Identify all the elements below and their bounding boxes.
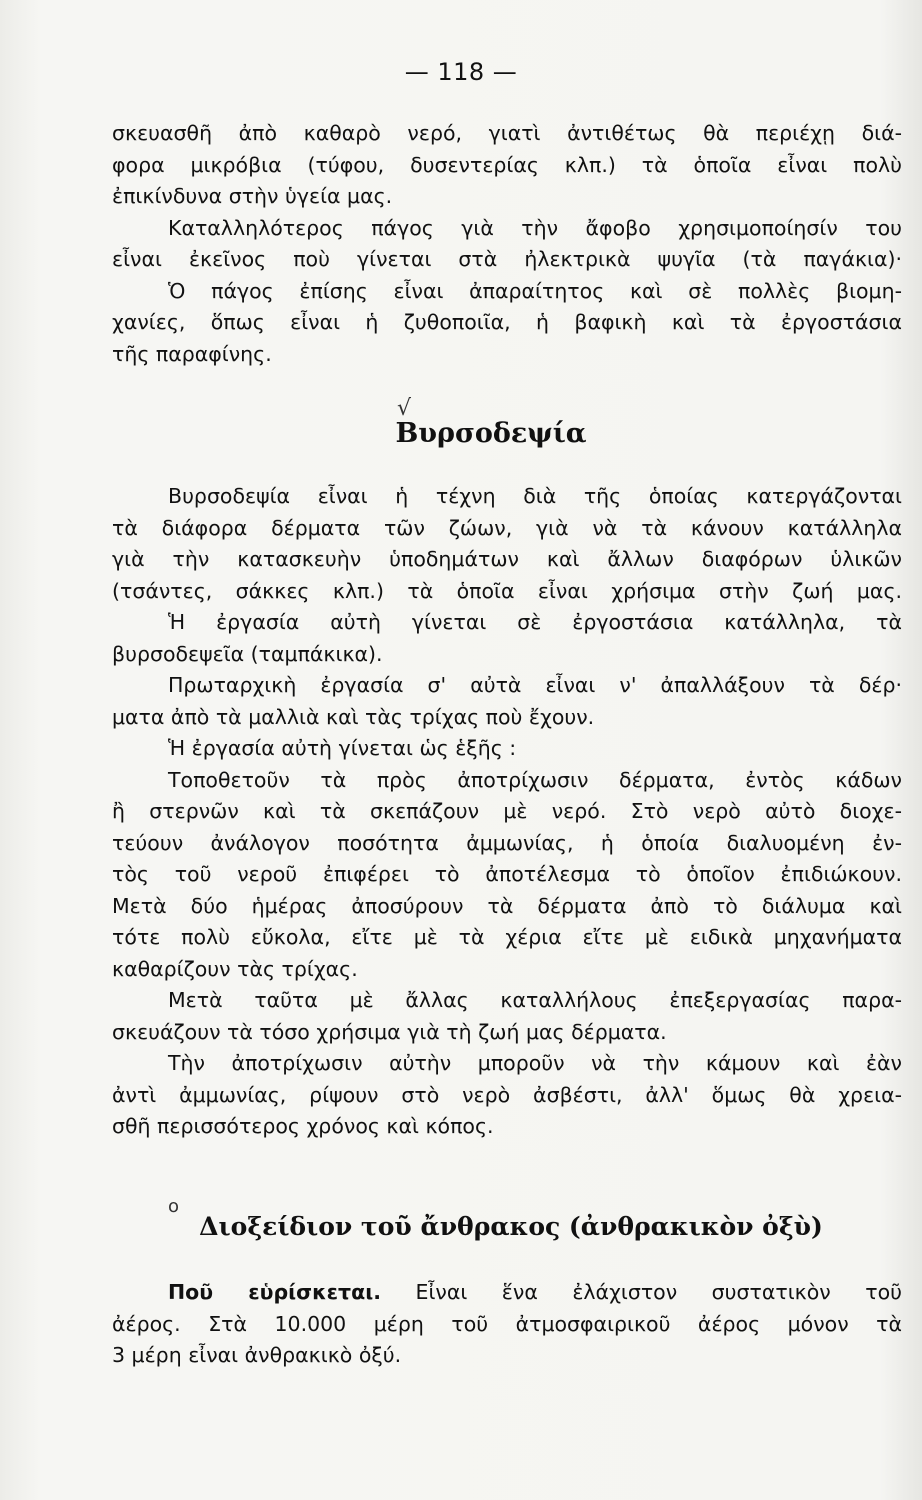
text-line: φορα μικρόβια (τύφου, δυσεντερίας κλπ.) τὰ ὁποῖα εἶναι πολὺ bbox=[112, 152, 902, 177]
text-line: τὰ διάφορα δέρματα τῶν ζώων, γιὰ νὰ τὰ κάνουν κατάλληλα bbox=[112, 515, 902, 540]
text-line: εἶναι ἐκεῖνος ποὺ γίνεται στὰ ἠλεκτρικὰ ψυγῖα (τὰ παγάκια)· bbox=[112, 247, 902, 271]
text-line: τῆς παραφίνης. bbox=[112, 341, 272, 366]
text-line: ματα ἀπὸ τὰ μαλλιὰ καὶ τὰς τρίχας ποὺ ἔχουν. bbox=[112, 704, 595, 729]
text-line: ἀέρος. Στὰ 10.000 μέρη τοῦ ἀτμοσφαιρικοῦ ἀέρος μόνον τὰ bbox=[112, 1311, 902, 1336]
text-line: τότε πολὺ εὔκολα, εἴτε μὲ τὰ χέρια εἴτε μὲ ειδικὰ μηχανήματα bbox=[112, 925, 902, 949]
text-line: Ἡ ἐργασία αὐτὴ γίνεται ὡς ἑξῆς : bbox=[168, 736, 517, 760]
text-line bbox=[112, 1277, 902, 1309]
text-line: ἐπικίνδυνα στὴν ὑγεία μας. bbox=[112, 184, 393, 208]
text-line: ἢ στερνῶν καὶ τὰ σκεπάζουν μὲ νερό. Στὸ νερὸ αὐτὸ διοχε- bbox=[112, 799, 902, 823]
text-line: τὸς τοῦ νεροῦ ἐπιφέρει τὸ ἀποτέλεσμα τὸ ὁποῖον ἐπιδιώκουν. bbox=[112, 862, 902, 886]
text-line: βυρσοδεψεῖα (ταμπάκικα). bbox=[112, 641, 383, 666]
section-heading-carbon-dioxide: Διοξείδιον τοῦ ἄνθρακος (ἀνθρακικὸν ὀξὺ) bbox=[199, 1212, 823, 1241]
carbon-dioxide-paragraph bbox=[112, 1277, 902, 1372]
tanning-paragraphs bbox=[112, 481, 902, 1143]
section-heading-tanning: Βυρσοδεψία bbox=[395, 418, 587, 449]
text-line: Πρωταρχικὴ ἐργασία σ' αὐτὰ εἶναι ν' ἀπαλλάξουν τὰ δέρ· bbox=[168, 673, 902, 697]
lead-continuation: Εἶναι ἕνα ἐλάχιστον συστατικὸν τοῦ bbox=[415, 1280, 902, 1304]
text-line: Βυρσοδεψία εἶναι ἡ τέχνη διὰ τῆς ὁποίας κατεργάζονται bbox=[168, 484, 902, 508]
text-line: σκευάζουν τὰ τόσο χρήσιμα γιὰ τὴ ζωή μας δέρματα. bbox=[112, 1019, 667, 1044]
text-line: 3 μέρη εἶναι ἀνθρακικὸ ὀξύ. bbox=[112, 1343, 402, 1367]
intro-paragraphs bbox=[112, 118, 902, 370]
text-line: (τσάντες, σάκκες κλπ.) τὰ ὁποῖα εἶναι χρήσιμα στὴν ζωή μας. bbox=[112, 578, 902, 603]
text-line: Ὁ πάγος ἐπίσης εἶναι ἀπαραίτητος καὶ σὲ πολλὲς βιομη- bbox=[168, 278, 902, 303]
handwritten-mark: o bbox=[168, 1196, 180, 1217]
text-line: Τοποθετοῦν τὰ πρὸς ἀποτρίχωσιν δέρματα, ἐντὸς κάδων bbox=[168, 767, 902, 792]
text-line: καθαρίζουν τὰς τρίχας. bbox=[112, 956, 358, 981]
handwritten-check-mark: √ bbox=[397, 396, 412, 421]
text-line: Καταλληλότερος πάγος γιὰ τὴν ἄφοβο χρησιμοποίησίν του bbox=[168, 215, 902, 240]
lead-phrase: Ποῦ εὑρίσκεται. bbox=[168, 1280, 382, 1304]
text-line: τεύουν ἀνάλογον ποσότητα ἀμμωνίας, ἡ ὁποία διαλυομένη ἐν- bbox=[112, 830, 902, 855]
text-line: σκευασθῆ ἀπὸ καθαρὸ νερό, γιατὶ ἀντιθέτως θὰ περιέχῃ διά- bbox=[112, 121, 902, 145]
text-line: Ἡ ἐργασία αὐτὴ γίνεται σὲ ἐργοστάσια κατάλληλα, τὰ bbox=[168, 610, 902, 634]
page-number: — 118 — bbox=[404, 58, 518, 86]
text-line: Μετὰ δύο ἡμέρας ἀποσύρουν τὰ δέρματα ἀπὸ τὸ διάλυμα καὶ bbox=[112, 893, 902, 918]
text-line: σθῆ περισσότερος χρόνος καὶ κόπος. bbox=[112, 1114, 494, 1138]
text-line: χανίες, ὅπως εἶναι ἡ ζυθοποιῖα, ἡ βαφικὴ καὶ τὰ ἐργοστάσια bbox=[112, 310, 902, 334]
text-line: ἀντὶ ἀμμωνίας, ρίψουν στὸ νερὸ ἀσβέστι, ἀλλ' ὅμως θὰ χρεια- bbox=[112, 1082, 902, 1107]
text-line: Μετὰ ταῦτα μὲ ἄλλας καταλλήλους ἐπεξεργασίας παρα- bbox=[168, 988, 902, 1012]
text-line: Τὴν ἀποτρίχωσιν αὐτὴν μποροῦν νὰ τὴν κάμουν καὶ ἐὰν bbox=[168, 1051, 902, 1075]
text-line: γιὰ τὴν κατασκευὴν ὑποδημάτων καὶ ἄλλων διαφόρων ὑλικῶν bbox=[112, 547, 902, 571]
